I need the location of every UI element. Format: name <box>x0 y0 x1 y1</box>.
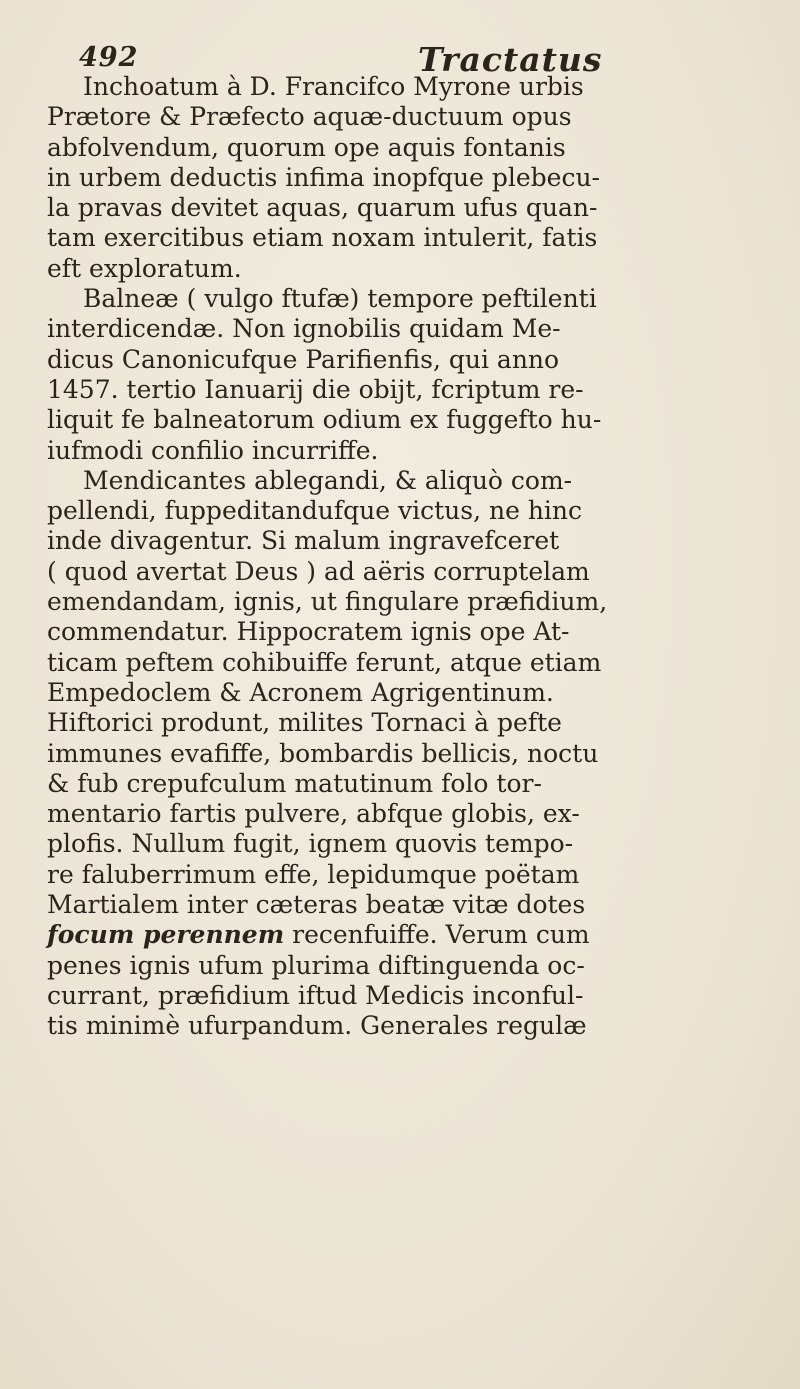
text-line: iufmodi confilio incurriffe. <box>47 435 379 465</box>
text-line: in urbem deductis infima inopfque plebecu- <box>47 162 600 192</box>
text-line: abfolvendum, quorum ope aquis fontanis <box>47 132 566 162</box>
text-line: inde divagentur. Si malum ingravefceret <box>47 526 560 556</box>
text-line: emendandam, ignis, ut fingulare præfidium, <box>47 587 608 617</box>
text-line: interdicendæ. Non ignobilis quidam Me- <box>47 314 561 344</box>
text-line <box>47 920 769 950</box>
text-line: immunes evafiffe, bombardis bellicis, noctu <box>47 738 599 768</box>
text-line: tis minimè ufurpandum. Generales regulæ <box>47 1011 587 1041</box>
text-line: Balneæ ( vulgo ftufæ) tempore peftilenti <box>83 284 597 314</box>
running-head: Tractatus <box>418 40 603 79</box>
text-line: currant, præfidium iftud Medicis inconful- <box>47 980 584 1010</box>
text-line: ticam peftem cohibuiffe ferunt, atque etiam <box>47 647 602 677</box>
text-line: ( quod avertat Deus ) ad aëris corruptelam <box>47 556 590 586</box>
text-line: pellendi, fuppeditandufque victus, ne hinc <box>47 496 583 526</box>
text-line: Martialem inter cæteras beatæ vitæ dotes <box>47 890 586 920</box>
text-line: & fub crepufculum matutinum folo tor- <box>47 768 542 798</box>
text-line: 1457. tertio Ianuarij die obijt, fcriptum re- <box>47 374 584 404</box>
text-line-rest: recenfuiffe. Verum cum <box>284 920 590 950</box>
text-line: Inchoatum à D. Francifco Myrone urbis <box>83 72 584 101</box>
text-line: dicus Canonicufque Parifienfis, qui anno <box>47 344 560 374</box>
text-line: commendatur. Hippocratem ignis ope At- <box>47 617 570 647</box>
text-line: penes ignis ufum plurima diftinguenda oc- <box>47 950 585 980</box>
page-number: 492 <box>79 42 139 73</box>
text-line: Prætore & Præfecto aquæ-ductuum opus <box>47 102 572 132</box>
text-line: Hiftorici produnt, milites Tornaci à pefte <box>47 708 562 738</box>
text-line: Empedoclem & Acronem Agrigentinum. <box>47 677 554 707</box>
text-line: eft exploratum. <box>47 253 242 283</box>
text-line: liquit fe balneatorum odium ex fuggefto hu- <box>47 405 602 435</box>
body-text <box>47 72 769 1042</box>
text-line: plofis. Nullum fugit, ignem quovis tempo- <box>47 829 574 859</box>
text-line: re faluberrimum effe, lepidumque poëtam <box>47 859 580 889</box>
text-line: tam exercitibus etiam noxam intulerit, fatis <box>47 223 598 253</box>
italic-phrase: focum perennem <box>47 920 285 950</box>
text-line: Mendicantes ablegandi, & aliquò com- <box>83 465 573 495</box>
text-line: mentario fartis pulvere, abfque globis, ex- <box>47 799 580 829</box>
text-line: la pravas devitet aquas, quarum ufus quan- <box>47 193 598 223</box>
